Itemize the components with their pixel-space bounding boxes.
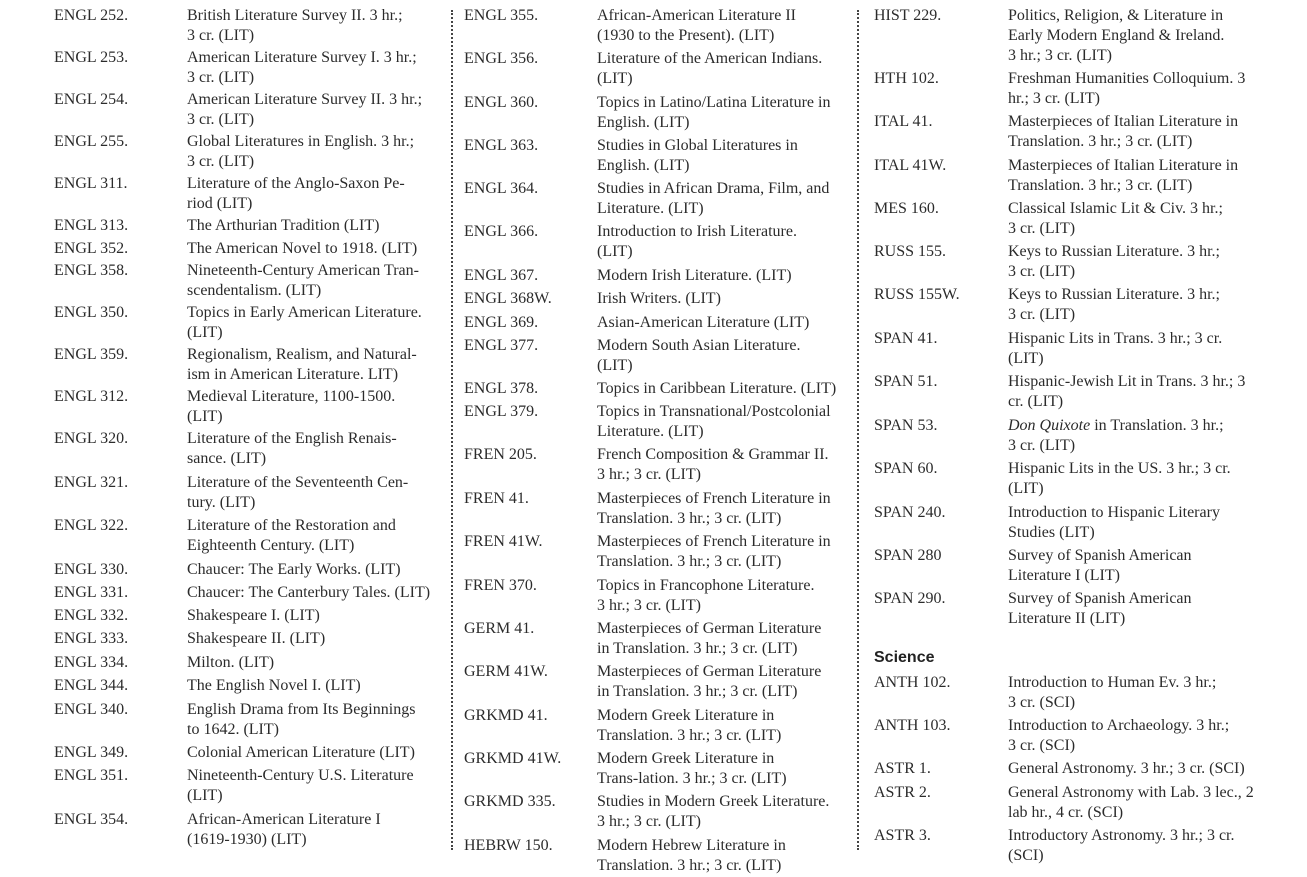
course-code: ANTH 102. [874,674,951,691]
description-line: Topics in Transnational/Postcolonial [597,403,831,420]
course-description [1008,759,1270,779]
course-description [1008,199,1270,239]
description-line: Classical Islamic Lit & Civ. 3 hr.; [1008,200,1223,217]
description-line: Medieval Literature, 1100-1500. [187,388,396,405]
course-description [597,266,847,286]
course-code: ENGL 378. [464,380,539,397]
course-description [187,560,437,580]
description-line: Translation. 3 hr.; 3 cr. (LIT) [1008,177,1193,194]
description-line: 3 cr. (SCI) [1008,737,1076,754]
course-code: ENGL 332. [54,607,129,624]
description-line: Keys to Russian Literature. 3 hr.; [1008,286,1220,303]
course-description [597,662,847,702]
description-line: Translation. 3 hr.; 3 cr. (LIT) [597,857,782,874]
description-line: Milton. (LIT) [187,654,275,671]
course-title-italic: Don Quixote [1008,417,1091,434]
description-line: Survey of Spanish American [1008,547,1192,564]
description-text: in Translation. 3 hr.; [1090,417,1224,434]
course-code: GRKMD 335. [464,793,556,810]
course-column-2 [454,0,858,877]
course-code: ENGL 367. [464,267,539,284]
description-line: Studies in Global Literatures in [597,137,798,154]
course-description [597,836,847,876]
description-line: tury. (LIT) [187,494,256,511]
course-code: ASTR 2. [874,784,931,801]
course-description [1008,589,1270,629]
course-description [597,93,847,133]
course-code: SPAN 41. [874,330,938,347]
description-line: in Translation. 3 hr.; 3 cr. (LIT) [597,640,798,657]
course-code: ENGL 368W. [464,290,552,307]
course-description [1008,826,1270,866]
course-description [187,90,437,130]
description-line [1008,416,1270,436]
description-line: African-American Literature I [187,811,381,828]
course-code: ENGL 366. [464,223,539,240]
course-code: ENGL 359. [54,346,129,363]
course-description [1008,156,1270,196]
description-line: Studies (LIT) [1008,524,1095,541]
course-code: ENGL 253. [54,49,129,66]
description-line: Modern Irish Literature. (LIT) [597,267,792,284]
course-description [187,516,437,556]
course-description [597,179,847,219]
description-line: Chaucer: The Early Works. (LIT) [187,561,401,578]
description-line: English. (LIT) [597,114,690,131]
course-code: GERM 41W. [464,663,548,680]
course-code: ENGL 363. [464,137,539,154]
course-code: FREN 205. [464,446,537,463]
course-description [1008,546,1270,586]
course-description [1008,242,1270,282]
description-line: Topics in Caribbean Literature. (LIT) [597,380,837,397]
course-code: ENGL 313. [54,217,129,234]
description-line: Hispanic Lits in Trans. 3 hr.; 3 cr. [1008,330,1223,347]
description-line: (LIT) [597,243,633,260]
course-description [597,402,847,442]
description-line: hr.; 3 cr. (LIT) [1008,90,1100,107]
course-code: HEBRW 150. [464,837,553,854]
course-code: HIST 229. [874,7,942,24]
description-line: Modern Hebrew Literature in [597,837,786,854]
description-line: Hispanic-Jewish Lit in Trans. 3 hr.; 3 [1008,373,1246,390]
description-line: Literature of the English Renais- [187,430,397,447]
course-code: ENGL 321. [54,474,129,491]
course-description [1008,372,1270,412]
course-description [187,216,437,236]
course-description [187,303,437,343]
description-line: 3 cr. (LIT) [187,69,255,86]
course-code: ENGL 379. [464,403,539,420]
description-line: to 1642. (LIT) [187,721,279,738]
course-code: GRKMD 41W. [464,750,562,767]
course-code: ENGL 340. [54,701,129,718]
description-line: Literature II (LIT) [1008,610,1126,627]
course-code: ANTH 103. [874,717,951,734]
description-line: Literature. (LIT) [597,200,704,217]
description-line: Literature of the Restoration and [187,517,396,534]
description-line: cr. (LIT) [1008,393,1064,410]
course-description [1008,416,1270,456]
course-code: ENGL 356. [464,50,539,67]
course-description [1008,783,1270,823]
description-line: Early Modern England & Ireland. [1008,27,1225,44]
course-description [187,606,437,626]
course-description [187,583,437,603]
course-description [187,239,437,259]
description-line: Nineteenth-Century American Tran- [187,262,419,279]
course-code: ENGL 352. [54,240,129,257]
course-description [597,336,847,376]
description-line: 3 cr. (LIT) [1008,437,1076,454]
description-line: 3 hr.; 3 cr. (LIT) [1008,47,1112,64]
description-line: 3 cr. (LIT) [187,27,255,44]
course-description [1008,503,1270,543]
course-column-1 [0,0,450,877]
course-description [1008,6,1270,66]
description-line: Introductory Astronomy. 3 hr.; 3 cr. [1008,827,1235,844]
course-description [597,706,847,746]
description-line: Hispanic Lits in the US. 3 hr.; 3 cr. [1008,460,1231,477]
description-line: Literature of the Anglo-Saxon Pe- [187,175,405,192]
description-line: Studies in Modern Greek Literature. [597,793,830,810]
description-line: 3 cr. (LIT) [1008,220,1076,237]
course-description [187,766,437,806]
description-line: 3 cr. (LIT) [187,111,255,128]
description-line: Translation. 3 hr.; 3 cr. (LIT) [597,727,782,744]
description-line: Chaucer: The Canterbury Tales. (LIT) [187,584,431,601]
description-line: (LIT) [1008,480,1044,497]
course-code: FREN 41. [464,490,529,507]
course-code: ENGL 255. [54,133,129,150]
course-description [597,6,847,46]
course-code: SPAN 60. [874,460,938,477]
course-code: ENGL 364. [464,180,539,197]
course-description [597,619,847,659]
description-line: Literature. (LIT) [597,423,704,440]
course-description [1008,459,1270,499]
course-code: SPAN 51. [874,373,938,390]
description-line: Keys to Russian Literature. 3 hr.; [1008,243,1220,260]
description-line: American Literature Survey II. 3 hr.; [187,91,423,108]
description-line: Shakespeare I. (LIT) [187,607,320,624]
course-code: ITAL 41W. [874,157,947,174]
course-code: SPAN 240. [874,504,946,521]
description-line: Survey of Spanish American [1008,590,1192,607]
description-line: English Drama from Its Beginnings [187,701,416,718]
course-code: ENGL 355. [464,7,539,24]
course-description [597,222,847,262]
description-line: sance. (LIT) [187,450,267,467]
course-description [1008,716,1270,756]
course-code: SPAN 290. [874,590,946,607]
description-line: Introduction to Archaeology. 3 hr.; [1008,717,1230,734]
course-code: ENGL 350. [54,304,129,321]
description-line: Freshman Humanities Colloquium. 3 [1008,70,1246,87]
description-line: American Literature Survey I. 3 hr.; [187,49,417,66]
description-line: Literature of the Seventeenth Cen- [187,474,409,491]
description-line: lab hr., 4 cr. (SCI) [1008,804,1124,821]
course-description [187,261,437,301]
course-code: RUSS 155W. [874,286,960,303]
course-description [1008,112,1270,152]
course-code: ENGL 354. [54,811,129,828]
description-line: (1930 to the Present). (LIT) [597,27,775,44]
course-code: ENGL 369. [464,314,539,331]
description-line: Introduction to Hispanic Literary [1008,504,1220,521]
course-description [597,49,847,89]
description-line: (SCI) [1008,847,1044,864]
description-line: Introduction to Human Ev. 3 hr.; [1008,674,1217,691]
course-description [187,676,437,696]
course-description [597,749,847,789]
course-code: ENGL 349. [54,744,129,761]
description-line: (1619-1930) (LIT) [187,831,307,848]
description-line: Masterpieces of Italian Literature in [1008,157,1239,174]
description-line: Masterpieces of French Literature in [597,533,831,550]
course-code: HTH 102. [874,70,939,87]
section-heading-science: Science [874,649,935,666]
description-line: Modern Greek Literature in [597,750,775,767]
description-line: (LIT) [1008,350,1044,367]
description-line: Eighteenth Century. (LIT) [187,537,355,554]
column-divider [857,10,859,850]
course-column-3 [862,0,1307,877]
course-code: ENGL 358. [54,262,129,279]
description-line: General Astronomy with Lab. 3 lec., 2 [1008,784,1254,801]
course-code: ENGL 311. [54,175,128,192]
course-description [1008,673,1270,713]
course-code: ENGL 322. [54,517,129,534]
course-code: ENGL 312. [54,388,129,405]
course-description [187,132,437,172]
description-line: Regionalism, Realism, and Natural- [187,346,417,363]
description-line: Topics in Francophone Literature. [597,577,815,594]
description-line: 3 cr. (LIT) [1008,263,1076,280]
course-description [187,700,437,740]
description-line: English. (LIT) [597,157,690,174]
description-line: Translation. 3 hr.; 3 cr. (LIT) [1008,133,1193,150]
description-line: Modern South Asian Literature. [597,337,801,354]
description-line: Introduction to Irish Literature. [597,223,797,240]
description-line: Masterpieces of German Literature [597,620,822,637]
course-code: ENGL 331. [54,584,129,601]
course-description [187,743,437,763]
description-line: Colonial American Literature (LIT) [187,744,415,761]
course-description [187,629,437,649]
description-line: Shakespeare II. (LIT) [187,630,326,647]
course-description [187,48,437,88]
course-code: GRKMD 41. [464,707,548,724]
course-description [597,792,847,832]
description-line: The English Novel I. (LIT) [187,677,361,694]
description-line: 3 cr. (LIT) [1008,306,1076,323]
description-line: (LIT) [597,70,633,87]
description-line: Topics in Latino/Latina Literature in [597,94,831,111]
course-code: SPAN 53. [874,417,938,434]
description-line: (LIT) [187,408,223,425]
course-description [187,653,437,673]
description-line: Masterpieces of German Literature [597,663,822,680]
course-code: MES 160. [874,200,939,217]
description-line: Global Literatures in English. 3 hr.; [187,133,415,150]
description-line: 3 cr. (LIT) [187,153,255,170]
course-code: FREN 41W. [464,533,543,550]
course-description [1008,285,1270,325]
course-description [187,174,437,214]
description-line: Topics in Early American Literature. [187,304,422,321]
description-line: riod (LIT) [187,195,253,212]
description-line: Masterpieces of French Literature in [597,490,831,507]
course-description [597,313,847,333]
description-line: Translation. 3 hr.; 3 cr. (LIT) [597,510,782,527]
description-line: 3 hr.; 3 cr. (LIT) [597,813,701,830]
course-code: ENGL 320. [54,430,129,447]
course-description [187,345,437,385]
description-line: (LIT) [597,357,633,374]
description-line: 3 hr.; 3 cr. (LIT) [597,466,701,483]
description-line: African-American Literature II [597,7,796,24]
description-line: Modern Greek Literature in [597,707,775,724]
description-line: in Translation. 3 hr.; 3 cr. (LIT) [597,683,798,700]
course-code: ASTR 1. [874,760,931,777]
course-code: GERM 41. [464,620,535,637]
description-line: Nineteenth-Century U.S. Literature [187,767,414,784]
course-code: ENGL 254. [54,91,129,108]
description-line: 3 hr.; 3 cr. (LIT) [597,597,701,614]
course-description [187,473,437,513]
course-description [597,289,847,309]
description-line: Translation. 3 hr.; 3 cr. (LIT) [597,553,782,570]
description-line: Irish Writers. (LIT) [597,290,721,307]
course-code: ENGL 360. [464,94,539,111]
course-description [187,810,437,850]
course-description [597,136,847,176]
course-description [597,445,847,485]
course-code: ENGL 377. [464,337,539,354]
course-description [597,489,847,529]
description-line: (LIT) [187,787,223,804]
description-line: ism in American Literature. LIT) [187,366,399,383]
course-description [597,379,847,399]
description-line: Politics, Religion, & Literature in [1008,7,1224,24]
description-line: Trans-lation. 3 hr.; 3 cr. (LIT) [597,770,787,787]
course-description [187,429,437,469]
course-description [1008,329,1270,369]
course-code: ASTR 3. [874,827,931,844]
column-divider [451,10,453,850]
course-description [187,387,437,427]
description-line: The Arthurian Tradition (LIT) [187,217,380,234]
description-line: Literature of the American Indians. [597,50,823,67]
course-code: ITAL 41. [874,113,933,130]
course-code: FREN 370. [464,577,537,594]
course-code: ENGL 344. [54,677,129,694]
description-line: 3 cr. (SCI) [1008,694,1076,711]
description-line: Studies in African Drama, Film, and [597,180,830,197]
description-line: British Literature Survey II. 3 hr.; [187,7,403,24]
description-line: General Astronomy. 3 hr.; 3 cr. (SCI) [1008,760,1245,777]
course-description [597,576,847,616]
course-code: RUSS 155. [874,243,947,260]
course-code: ENGL 333. [54,630,129,647]
course-description [187,6,437,46]
description-line: Masterpieces of Italian Literature in [1008,113,1239,130]
description-line: The American Novel to 1918. (LIT) [187,240,418,257]
description-line: Asian-American Literature (LIT) [597,314,810,331]
course-description [1008,69,1270,109]
description-line: Literature I (LIT) [1008,567,1120,584]
course-code: ENGL 252. [54,7,129,24]
description-line: scendentalism. (LIT) [187,282,322,299]
course-code: ENGL 351. [54,767,129,784]
course-code: ENGL 330. [54,561,129,578]
course-code: SPAN 280 [874,547,942,564]
description-line: French Composition & Grammar II. [597,446,829,463]
course-code: ENGL 334. [54,654,129,671]
course-description [597,532,847,572]
description-line: (LIT) [187,324,223,341]
